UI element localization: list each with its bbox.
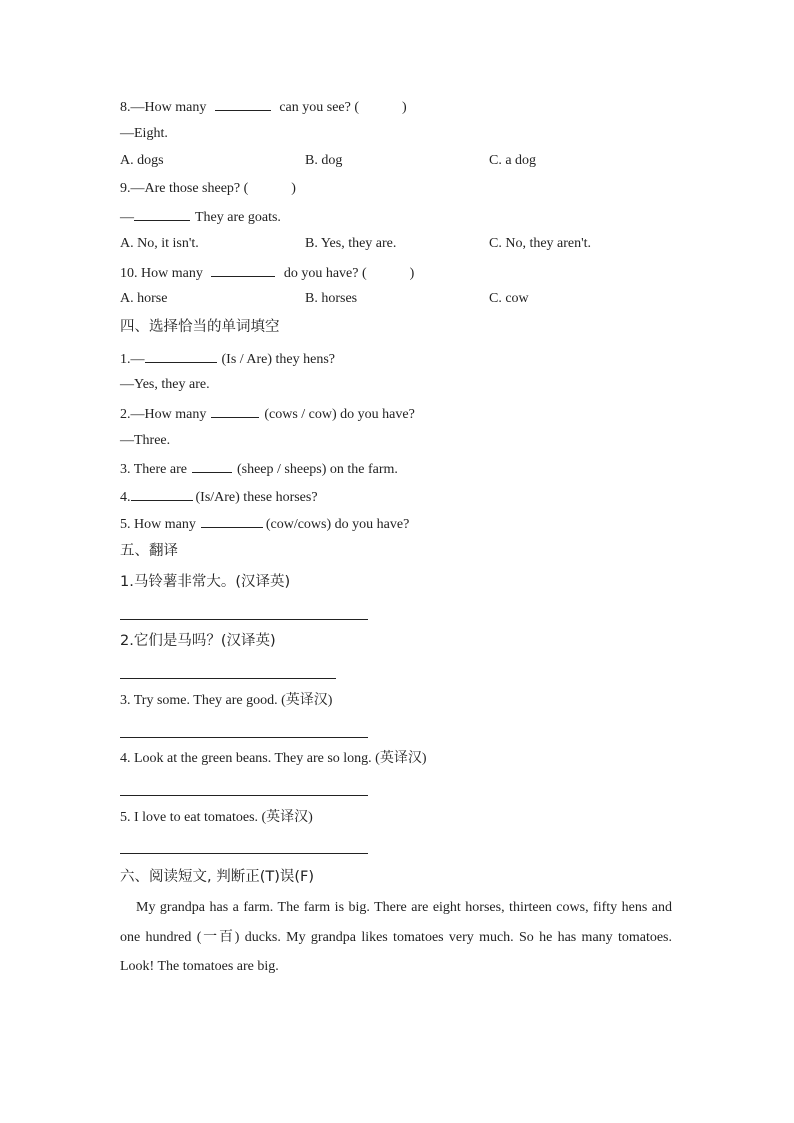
q9-answer-blank[interactable] [134, 207, 190, 221]
s4-item-1-post: (Is / Are) they hens? [221, 352, 336, 367]
q8-option-c: C. a dog [489, 153, 537, 168]
s5-item-3: 3. Try some. They are good. (英译汉) [120, 693, 333, 708]
q10-question-pre: 10. How many [120, 266, 203, 281]
s4-item-2-blank[interactable] [211, 404, 259, 418]
q9-option-a: A. No, it isn't. [120, 236, 199, 251]
q9-answer-line [120, 207, 281, 227]
s4-item-2-post: (cows / cow) do you have? [264, 407, 415, 422]
s5-item-5-answer-line[interactable] [120, 853, 368, 854]
s4-item-3 [120, 459, 398, 479]
section4-title: 四、选择恰当的单词填空 [120, 319, 280, 335]
q10-question-post: do you have? ( [283, 266, 367, 281]
q9-answer-post: They are goats. [195, 210, 281, 225]
q10-option-a: A. horse [120, 291, 168, 306]
s5-item-2: 2.它们是马吗？(汉译英) [120, 633, 276, 649]
s4-item-4-pre: 4. [120, 490, 131, 505]
s5-item-4-answer-line[interactable] [120, 795, 368, 796]
s4-item-2-pre: 2.—How many [120, 407, 207, 422]
s4-item-5-pre: 5. How many [120, 517, 196, 532]
q9-close-paren: ) [291, 181, 296, 196]
s4-item-1 [120, 349, 335, 369]
s4-item-4-blank[interactable] [131, 487, 193, 501]
s4-item-4-post: (Is/Are) these horses? [195, 490, 318, 505]
s4-item-3-post: (sheep / sheeps) on the farm. [236, 462, 398, 477]
q10-close-paren: ) [409, 266, 415, 281]
q8-close-paren: ) [402, 100, 407, 115]
q9-question [120, 180, 296, 198]
s4-item-2-answer: —Three. [120, 433, 171, 448]
s4-item-1-blank[interactable] [145, 349, 217, 363]
q8-answer-line: —Eight. [120, 126, 168, 141]
s5-item-1: 1.马铃薯非常大。(汉译英) [120, 574, 291, 590]
q10-question [120, 263, 414, 283]
s4-item-3-blank[interactable] [192, 459, 232, 473]
q8-question [120, 97, 407, 117]
s4-item-5 [120, 514, 409, 534]
s4-item-1-answer: —Yes, they are. [120, 377, 210, 392]
q10-option-b: B. horses [305, 291, 358, 306]
q8-question-post: can you see? ( [279, 100, 360, 115]
q8-option-a: A. dogs [120, 153, 164, 168]
q10-answer-blank[interactable] [211, 263, 275, 277]
reading-passage: My grandpa has a farm. The farm is big. There are eight horses, thirteen cows, fifty hens and one hundred (一百) ducks. My grandpa likes tomatoes very much. So he has many tomatoes. Look! The tomatoes are big. [120, 900, 672, 974]
q10-option-c: C. cow [489, 291, 529, 306]
s4-item-3-pre: 3. There are [120, 462, 187, 477]
q8-answer-blank[interactable] [215, 97, 271, 111]
s5-item-5: 5. I love to eat tomatoes. (英译汉) [120, 810, 313, 825]
q9-dash: — [120, 210, 134, 225]
q9-question-text: 9.—Are those sheep? ( [120, 181, 249, 196]
q8-option-b: B. dog [305, 153, 343, 168]
s5-item-2-answer-line[interactable] [120, 678, 336, 679]
s5-item-3-answer-line[interactable] [120, 737, 368, 738]
section5-title: 五、翻译 [120, 543, 178, 559]
q9-option-b: B. Yes, they are. [305, 236, 397, 251]
s4-item-4 [120, 487, 318, 507]
s4-item-1-pre: 1.— [120, 352, 145, 367]
section6-title: 六、阅读短文, 判断正(T)误(F) [120, 869, 315, 885]
s4-item-5-blank[interactable] [201, 514, 263, 528]
s5-item-1-answer-line[interactable] [120, 619, 368, 620]
q8-question-pre: 8.—How many [120, 100, 207, 115]
s4-item-2 [120, 404, 415, 424]
s4-item-5-post: (cow/cows) do you have? [265, 517, 410, 532]
s5-item-4: 4. Look at the green beans. They are so long. (英译汉) [120, 751, 427, 766]
q9-option-c: C. No, they aren't. [489, 236, 592, 251]
